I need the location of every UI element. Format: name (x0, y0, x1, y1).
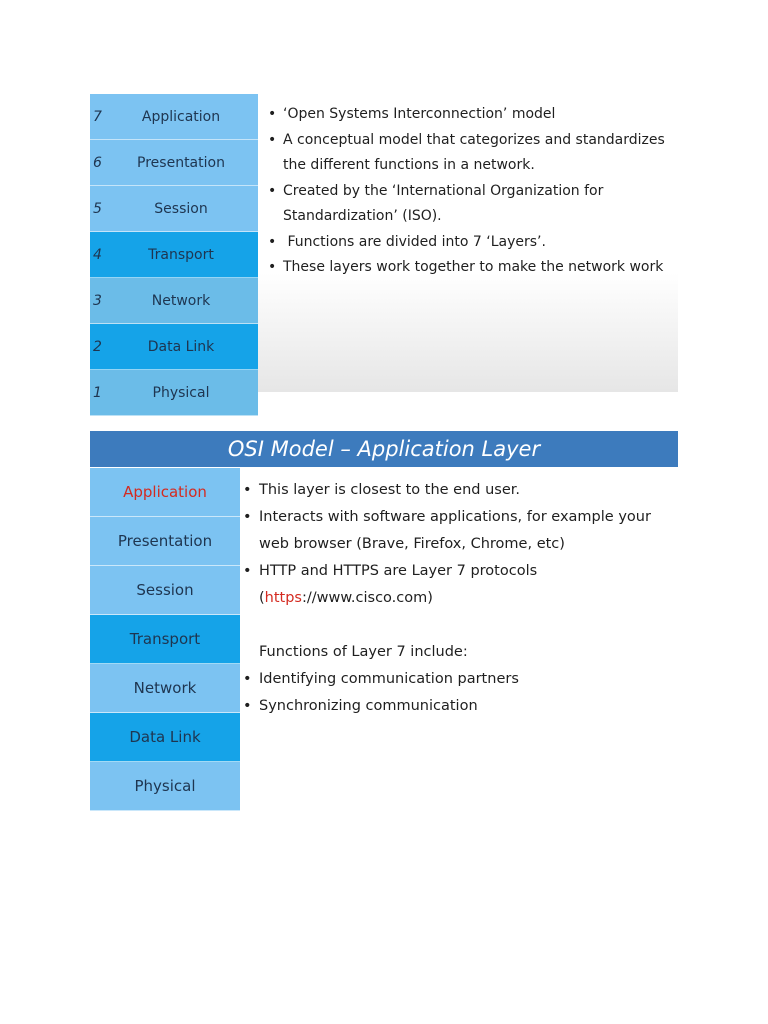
layer-label: Application (141, 109, 221, 125)
layer-label: Data Link (147, 339, 215, 355)
layer-row (90, 186, 258, 232)
bullet-item: • ‘Open Systems Interconnection’ model (266, 102, 676, 128)
layer-number: 1 (93, 385, 102, 401)
bullet-item: • Interacts with software applications, for example your web browser (Brave, Firefox, Chrome, etc) (240, 504, 678, 558)
bullet-item: • Created by the ‘International Organization for Standardization’ (ISO). (266, 179, 676, 230)
layer-row-network: Network (90, 664, 240, 713)
url-text: ://www.cisco.com) (302, 590, 433, 606)
layer-row-session: Session (90, 566, 240, 615)
layer-label: Transport (148, 247, 214, 263)
osi-layer-stack (90, 468, 240, 806)
layer-row-physical: Physical (90, 762, 240, 811)
layer-row-presentation: Presentation (90, 517, 240, 566)
bullet-item: • Identifying communication partners (240, 666, 678, 693)
layer-label: Network (151, 293, 211, 309)
paren-open: ( (259, 590, 265, 606)
layer-number: 3 (93, 293, 102, 309)
layer-label: Presentation (137, 155, 225, 171)
osi-layer-stack (90, 94, 258, 414)
layer-number: 7 (93, 109, 102, 125)
bullet-item: • Synchronizing communication (240, 693, 678, 720)
layer-row (90, 140, 258, 186)
layer-number: 4 (93, 247, 102, 263)
bullet-item: • This layer is closest to the end user. (240, 477, 678, 504)
layer-label: Session (154, 201, 208, 217)
layer-label: Physical (152, 385, 210, 401)
layer-row (90, 94, 258, 140)
https-highlight: https (264, 590, 302, 606)
bullet-text: HTTP and HTTPS are Layer 7 protocols (259, 563, 538, 579)
bullet-item: • A conceptual model that categorizes and standardizes the different functions in a network. (266, 128, 676, 179)
bullet-item (240, 558, 678, 612)
slide-title: OSI Model – Application Layer (90, 431, 678, 467)
layer-number: 6 (93, 155, 102, 171)
layer-number: 5 (93, 201, 102, 217)
slide-osi-overview (90, 94, 678, 401)
functions-heading: Functions of Layer 7 include: (259, 644, 468, 660)
layer-row (90, 370, 258, 416)
bullet-item: • Functions are divided into 7 ‘Layers’. (266, 230, 676, 256)
layer-row (90, 278, 258, 324)
layer-row-data-link: Data Link (90, 713, 240, 762)
layer-row (90, 232, 258, 278)
spacer (240, 612, 678, 639)
bullet-item: • These layers work together to make the network work (266, 255, 676, 281)
slide-application-layer (90, 431, 678, 806)
layer-row (90, 324, 258, 370)
layer-row-application: Application (90, 468, 240, 517)
overview-bullet-list (266, 102, 676, 281)
layer-number: 2 (93, 339, 102, 355)
layer-row-transport: Transport (90, 615, 240, 664)
application-bullet-list (240, 477, 678, 720)
